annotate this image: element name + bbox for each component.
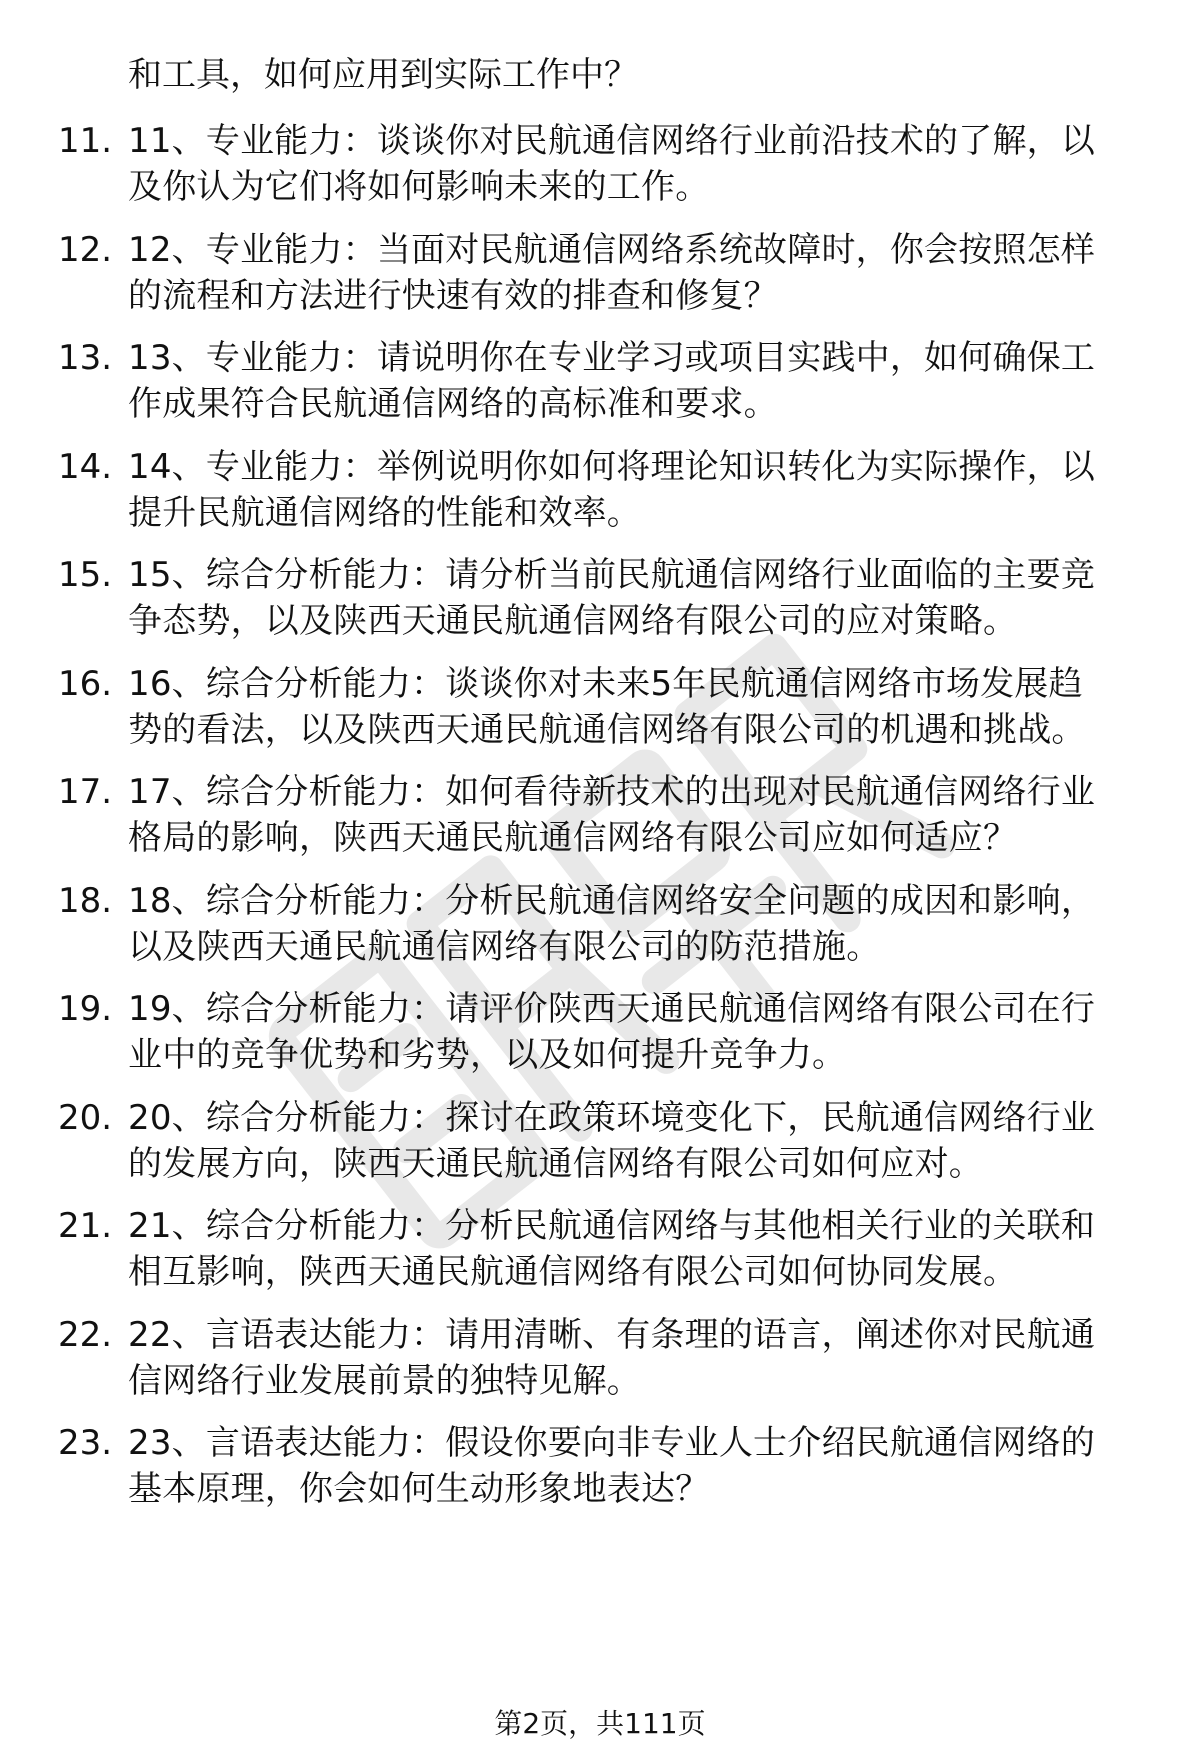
question-number: 12. [58,229,113,270]
page-footer: 第2页，共111页 [494,1707,706,1740]
question-item [0,878,1200,978]
question-number: 19. [58,989,113,1029]
question-text [128,335,1148,427]
question-text-line: 21、综合分析能力：分析民航通信网络与其他相关行业的关联和 [128,1206,1096,1246]
question-text-line: 15、综合分析能力：请分析当前民航通信网络行业面临的主要竞 [128,555,1096,595]
question-text-line: 18、综合分析能力：分析民航通信网络安全问题的成因和影响， [128,880,1096,921]
question-number: 18. [58,880,113,921]
question-text-line: 20、综合分析能力：探讨在政策环境变化下，民航通信网络行业 [128,1097,1096,1138]
question-text [128,878,1148,970]
question-number: 11. [58,121,113,161]
question-text-line: 的发展方向，陕西天通民航通信网络有限公司如何应对。 [128,1143,983,1184]
question-text-line: 势的看法，以及陕西天通民航通信网络有限公司的机遇和挑战。 [128,709,1086,750]
question-text-line: 作成果符合民航通信网络的高标准和要求。 [128,384,778,424]
question-text-line: 格局的影响，陕西天通民航通信网络有限公司应如何适应？ [128,818,1018,858]
question-item [0,661,1200,761]
question-number: 14. [58,446,113,487]
question-item [0,227,1200,327]
question-item [0,552,1200,652]
question-item [0,1095,1200,1195]
question-number: 23. [58,1423,113,1463]
question-item [0,1312,1200,1412]
question-item [0,335,1200,435]
question-number: 15. [58,555,113,595]
question-text [128,227,1148,319]
question-number: 21. [58,1206,113,1246]
question-text-line: 11、专业能力：谈谈你对民航通信网络行业前沿技术的了解，以 [128,121,1096,161]
question-item [0,444,1200,544]
question-number: 22. [58,1314,113,1355]
question-text-line: 以及陕西天通民航通信网络有限公司的防范措施。 [128,926,881,967]
question-text-line: 17、综合分析能力：如何看待新技术的出现对民航通信网络行业 [128,772,1096,812]
question-text [128,444,1148,536]
question-text-line: 22、言语表达能力：请用清晰、有条理的语言，阐述你对民航通 [128,1314,1096,1355]
question-text-line: 及你认为它们将如何影响未来的工作。 [128,167,710,207]
question-number: 17. [58,772,113,812]
question-text-line: 19、综合分析能力：请评价陕西天通民航通信网络有限公司在行 [128,989,1096,1029]
question-text-line: 业中的竞争优势和劣势，以及如何提升竞争力。 [128,1035,847,1075]
question-text [128,552,1148,644]
question-text [128,118,1148,210]
question-text [128,1312,1148,1404]
question-text [128,661,1148,753]
continued-question-text: 和工具，如何应用到实际工作中？ [128,55,638,95]
question-item [0,1420,1200,1520]
question-text [128,1420,1148,1512]
question-text-line: 基本原理，你会如何生动形象地表达？ [128,1469,710,1509]
question-text-line: 13、专业能力：请说明你在专业学习或项目实践中，如何确保工 [128,338,1096,378]
question-text-line: 提升民航通信网络的性能和效率。 [128,492,641,533]
question-number: 20. [58,1097,113,1138]
question-text-line: 的流程和方法进行快速有效的排查和修复？ [128,275,778,316]
question-text [128,986,1148,1078]
question-text [128,1095,1148,1187]
question-text [128,1203,1148,1295]
question-item [0,118,1200,218]
question-item [0,986,1200,1086]
question-item [0,1203,1200,1303]
question-text-line: 信网络行业发展前景的独特见解。 [128,1360,641,1401]
question-text-line: 16、综合分析能力：谈谈你对未来5年民航通信网络市场发展趋 [128,663,1083,704]
question-text [128,769,1148,861]
question-number: 16. [58,663,113,704]
question-text-line: 23、言语表达能力：假设你要向非专业人士介绍民航通信网络的 [128,1423,1096,1463]
question-text-line: 争态势，以及陕西天通民航通信网络有限公司的应对策略。 [128,601,1018,641]
question-number: 13. [58,338,113,378]
question-text-line: 相互影响，陕西天通民航通信网络有限公司如何协同发展。 [128,1252,1018,1292]
question-text-line: 14、专业能力：举例说明你如何将理论知识转化为实际操作，以 [128,446,1096,487]
question-text-line: 12、专业能力：当面对民航通信网络系统故障时，你会按照怎样 [128,229,1096,270]
question-item [0,769,1200,869]
